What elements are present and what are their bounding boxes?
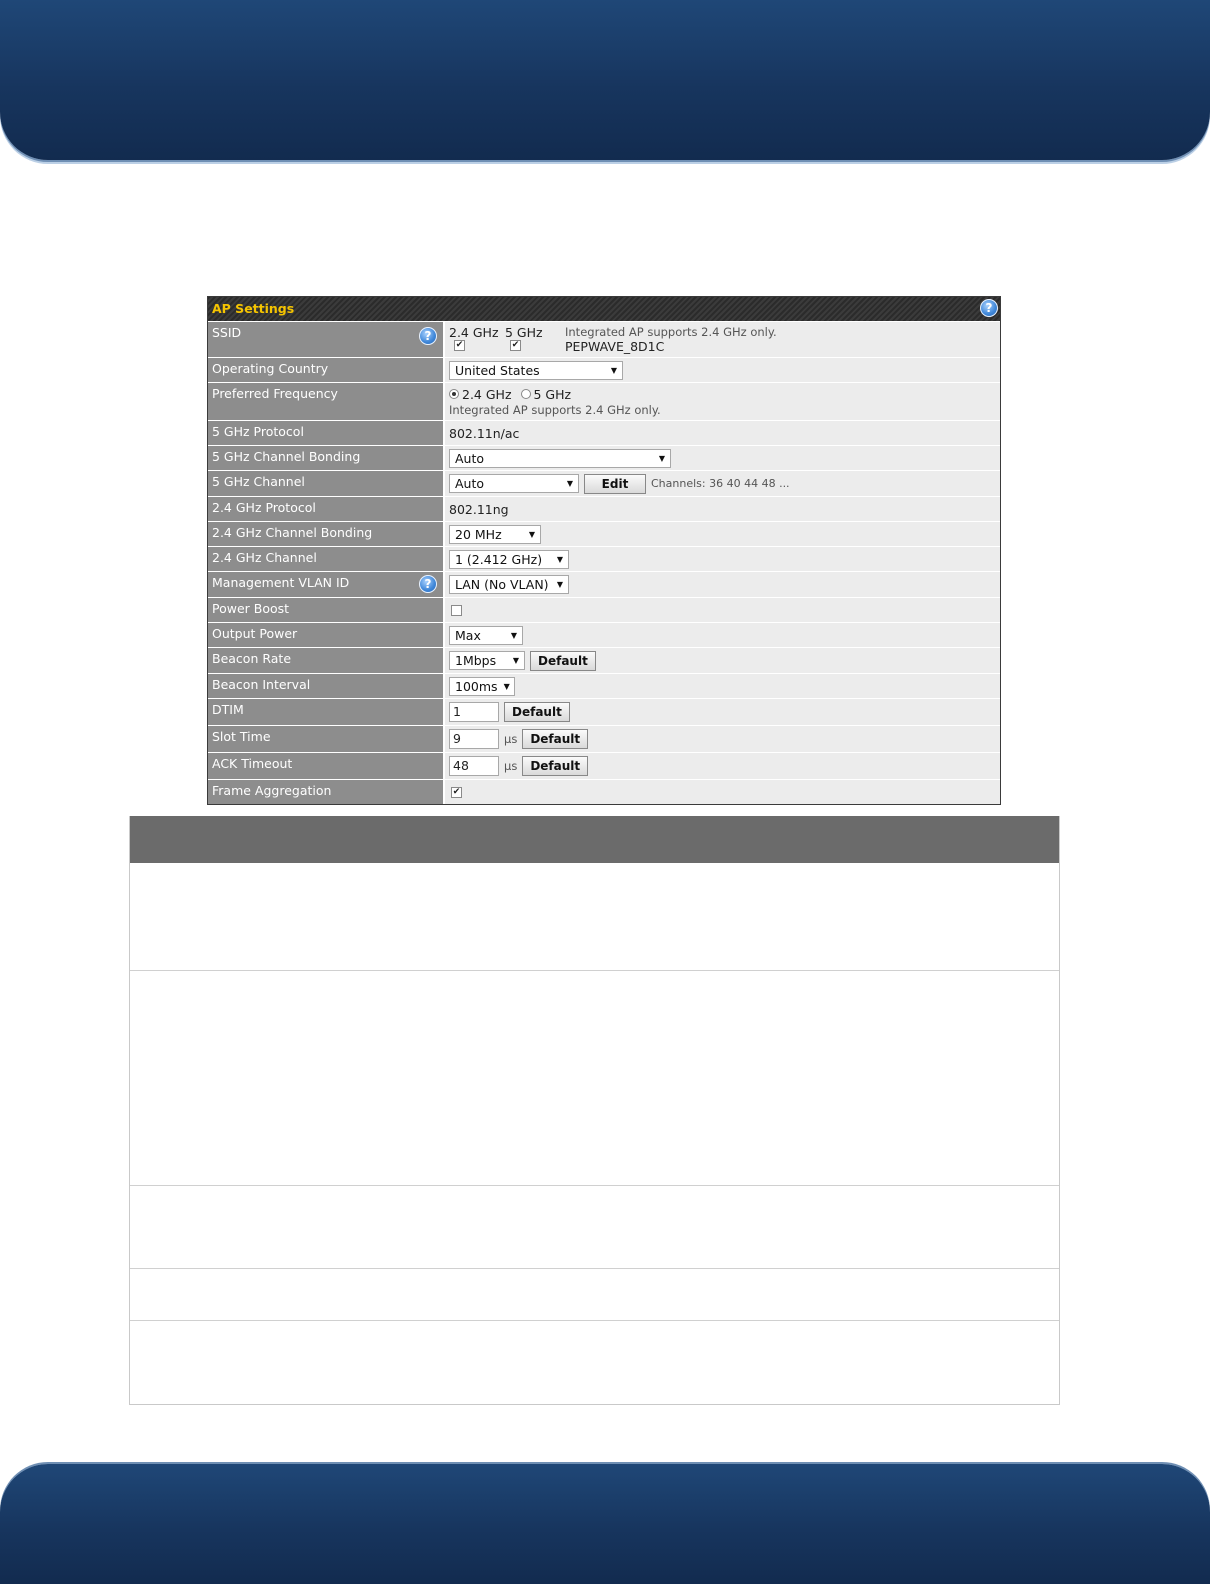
5ghz-protocol-label: 5 GHz Protocol bbox=[212, 424, 304, 439]
chevron-down-icon: ▼ bbox=[512, 656, 519, 665]
default-button[interactable]: Default bbox=[522, 756, 588, 776]
row-label bbox=[208, 358, 445, 382]
row-value bbox=[445, 572, 1000, 597]
row-slot-time bbox=[208, 725, 1000, 752]
ssid-name[interactable]: PEPWAVE_8D1C bbox=[565, 339, 665, 354]
5ghz-bonding-select[interactable] bbox=[449, 449, 671, 468]
panel-header bbox=[208, 297, 1000, 321]
freq-5-label: 5 GHz bbox=[533, 386, 572, 402]
mgmt-vlan-label: Management VLAN ID bbox=[212, 575, 350, 590]
row-24ghz-channel bbox=[208, 546, 1000, 571]
default-button[interactable]: Default bbox=[522, 729, 588, 749]
output-power-label: Output Power bbox=[212, 626, 298, 641]
beacon-rate-select[interactable] bbox=[449, 651, 525, 670]
row-label bbox=[208, 421, 445, 445]
table-row bbox=[130, 1185, 1059, 1268]
row-value bbox=[445, 598, 1000, 622]
select-value: 100ms bbox=[455, 678, 498, 694]
select-value: LAN (No VLAN) bbox=[455, 577, 549, 592]
row-value bbox=[445, 674, 1000, 698]
checkbox-icon[interactable] bbox=[451, 605, 462, 616]
dtim-input[interactable]: 1 bbox=[449, 702, 499, 722]
radio-icon[interactable] bbox=[449, 389, 459, 399]
row-label bbox=[208, 446, 445, 470]
description-table-header bbox=[130, 816, 1059, 863]
unit-label: μs bbox=[504, 759, 518, 773]
preferred-frequency-label: Preferred Frequency bbox=[212, 386, 338, 401]
chevron-down-icon: ▼ bbox=[510, 630, 517, 640]
24ghz-bonding-label: 2.4 GHz Channel Bonding bbox=[212, 525, 373, 540]
row-value bbox=[445, 383, 1000, 420]
row-value bbox=[445, 699, 1000, 725]
row-label bbox=[208, 383, 445, 420]
24ghz-protocol-value: 802.11ng bbox=[449, 501, 509, 517]
operating-country-label: Operating Country bbox=[212, 361, 329, 376]
mgmt-vlan-select[interactable] bbox=[449, 575, 569, 594]
ap-settings-panel bbox=[207, 296, 1001, 805]
row-preferred-frequency bbox=[208, 382, 1000, 420]
row-label bbox=[208, 753, 445, 779]
select-value: 1Mbps bbox=[455, 653, 497, 668]
row-frame-aggregation bbox=[208, 779, 1000, 804]
select-value: Auto bbox=[455, 450, 485, 466]
channels-list: Channels: 36 40 44 48 ... bbox=[651, 477, 790, 490]
row-label bbox=[208, 648, 445, 673]
row-label bbox=[208, 623, 445, 647]
row-dtim bbox=[208, 698, 1000, 725]
checkbox-icon[interactable]: ✔ bbox=[511, 340, 520, 350]
row-value bbox=[445, 358, 1000, 382]
ssid-label: SSID bbox=[212, 325, 242, 340]
row-management-vlan bbox=[208, 571, 1000, 597]
beacon-rate-label: Beacon Rate bbox=[212, 651, 292, 666]
operating-country-select[interactable] bbox=[449, 361, 623, 380]
row-5ghz-channel bbox=[208, 470, 1000, 496]
24ghz-channel-label: 2.4 GHz Channel bbox=[212, 550, 317, 565]
row-operating-country bbox=[208, 357, 1000, 382]
row-value bbox=[445, 522, 1000, 546]
row-value bbox=[445, 780, 1000, 804]
row-value bbox=[445, 753, 1000, 779]
output-power-select[interactable] bbox=[449, 626, 523, 645]
select-value: Auto bbox=[455, 476, 485, 491]
ssid-info bbox=[565, 325, 777, 354]
ack-timeout-label: ACK Timeout bbox=[212, 756, 293, 771]
chevron-down-icon: ▼ bbox=[528, 529, 535, 539]
5ghz-bonding-label: 5 GHz Channel Bonding bbox=[212, 449, 361, 464]
power-boost-label: Power Boost bbox=[212, 601, 290, 616]
row-value bbox=[445, 497, 1000, 521]
default-button[interactable]: Default bbox=[530, 651, 596, 671]
row-value bbox=[445, 623, 1000, 647]
band-24-label: 2.4 GHz bbox=[449, 325, 499, 340]
table-row bbox=[130, 1268, 1059, 1320]
row-value bbox=[445, 648, 1000, 673]
help-icon[interactable]: ? bbox=[980, 299, 998, 317]
row-label bbox=[208, 471, 445, 496]
checkbox-icon[interactable]: ✔ bbox=[455, 340, 464, 350]
row-label bbox=[208, 699, 445, 725]
24ghz-bonding-select[interactable] bbox=[449, 525, 541, 544]
5ghz-channel-select[interactable] bbox=[449, 474, 579, 493]
chevron-down-icon: ▼ bbox=[556, 580, 563, 589]
row-label bbox=[208, 522, 445, 546]
row-label bbox=[208, 547, 445, 571]
help-icon[interactable]: ? bbox=[419, 327, 437, 345]
description-table bbox=[129, 816, 1060, 1405]
frequency-note: Integrated AP supports 2.4 GHz only. bbox=[449, 402, 661, 417]
5ghz-protocol-value: 802.11n/ac bbox=[449, 425, 520, 441]
table-row bbox=[130, 1320, 1059, 1404]
panel-title: AP Settings bbox=[212, 301, 295, 316]
chevron-down-icon: ▼ bbox=[566, 479, 573, 488]
table-row bbox=[130, 863, 1059, 970]
row-power-boost bbox=[208, 597, 1000, 622]
bottom-banner bbox=[0, 1464, 1210, 1584]
band-24-col bbox=[449, 325, 505, 351]
beacon-interval-select[interactable] bbox=[449, 677, 515, 696]
chevron-down-icon: ▼ bbox=[556, 554, 563, 564]
row-5ghz-channel-bonding bbox=[208, 445, 1000, 470]
default-button[interactable]: Default bbox=[504, 702, 570, 722]
unit-label: μs bbox=[504, 732, 518, 746]
row-beacon-rate bbox=[208, 647, 1000, 673]
top-banner bbox=[0, 0, 1210, 160]
row-ack-timeout bbox=[208, 752, 1000, 779]
ack-timeout-input[interactable]: 48 bbox=[449, 756, 499, 776]
row-label bbox=[208, 598, 445, 622]
5ghz-channel-label: 5 GHz Channel bbox=[212, 474, 305, 489]
row-value bbox=[445, 421, 1000, 445]
row-value bbox=[445, 726, 1000, 752]
frame-aggregation-label: Frame Aggregation bbox=[212, 783, 332, 798]
table-row bbox=[130, 970, 1059, 1185]
select-value: United States bbox=[455, 362, 540, 378]
row-value bbox=[445, 446, 1000, 470]
ssid-note: Integrated AP supports 2.4 GHz only. bbox=[565, 325, 777, 339]
select-value: Max bbox=[455, 627, 481, 643]
24ghz-protocol-label: 2.4 GHz Protocol bbox=[212, 500, 316, 515]
slot-time-input[interactable]: 9 bbox=[449, 729, 499, 749]
chevron-down-icon: ▼ bbox=[503, 681, 510, 691]
help-icon[interactable]: ? bbox=[419, 575, 437, 593]
row-label bbox=[208, 497, 445, 521]
row-24ghz-protocol bbox=[208, 496, 1000, 521]
row-5ghz-protocol bbox=[208, 420, 1000, 445]
chevron-down-icon: ▼ bbox=[658, 453, 665, 463]
row-label bbox=[208, 780, 445, 804]
radio-icon[interactable] bbox=[521, 389, 531, 399]
frequency-radios bbox=[449, 387, 571, 402]
row-value bbox=[445, 471, 1000, 496]
row-label bbox=[208, 674, 445, 698]
row-ssid bbox=[208, 321, 1000, 357]
band-5-col bbox=[505, 325, 565, 351]
checkbox-icon[interactable]: ✔ bbox=[452, 786, 461, 797]
row-24ghz-channel-bonding bbox=[208, 521, 1000, 546]
select-value: 20 MHz bbox=[455, 526, 502, 542]
row-beacon-interval bbox=[208, 673, 1000, 698]
ssid-value bbox=[445, 322, 1000, 357]
row-label bbox=[208, 322, 445, 357]
select-value: 1 (2.412 GHz) bbox=[455, 551, 543, 567]
row-label bbox=[208, 726, 445, 752]
band-5-label: 5 GHz bbox=[505, 325, 543, 340]
row-value bbox=[445, 547, 1000, 571]
chevron-down-icon: ▼ bbox=[610, 365, 617, 375]
slot-time-label: Slot Time bbox=[212, 729, 271, 744]
freq-24-label: 2.4 GHz bbox=[462, 386, 512, 402]
beacon-interval-label: Beacon Interval bbox=[212, 677, 311, 692]
row-label bbox=[208, 572, 445, 597]
row-output-power bbox=[208, 622, 1000, 647]
edit-channels-button[interactable]: Edit bbox=[584, 474, 646, 494]
24ghz-channel-select[interactable] bbox=[449, 550, 569, 569]
dtim-label: DTIM bbox=[212, 702, 244, 717]
